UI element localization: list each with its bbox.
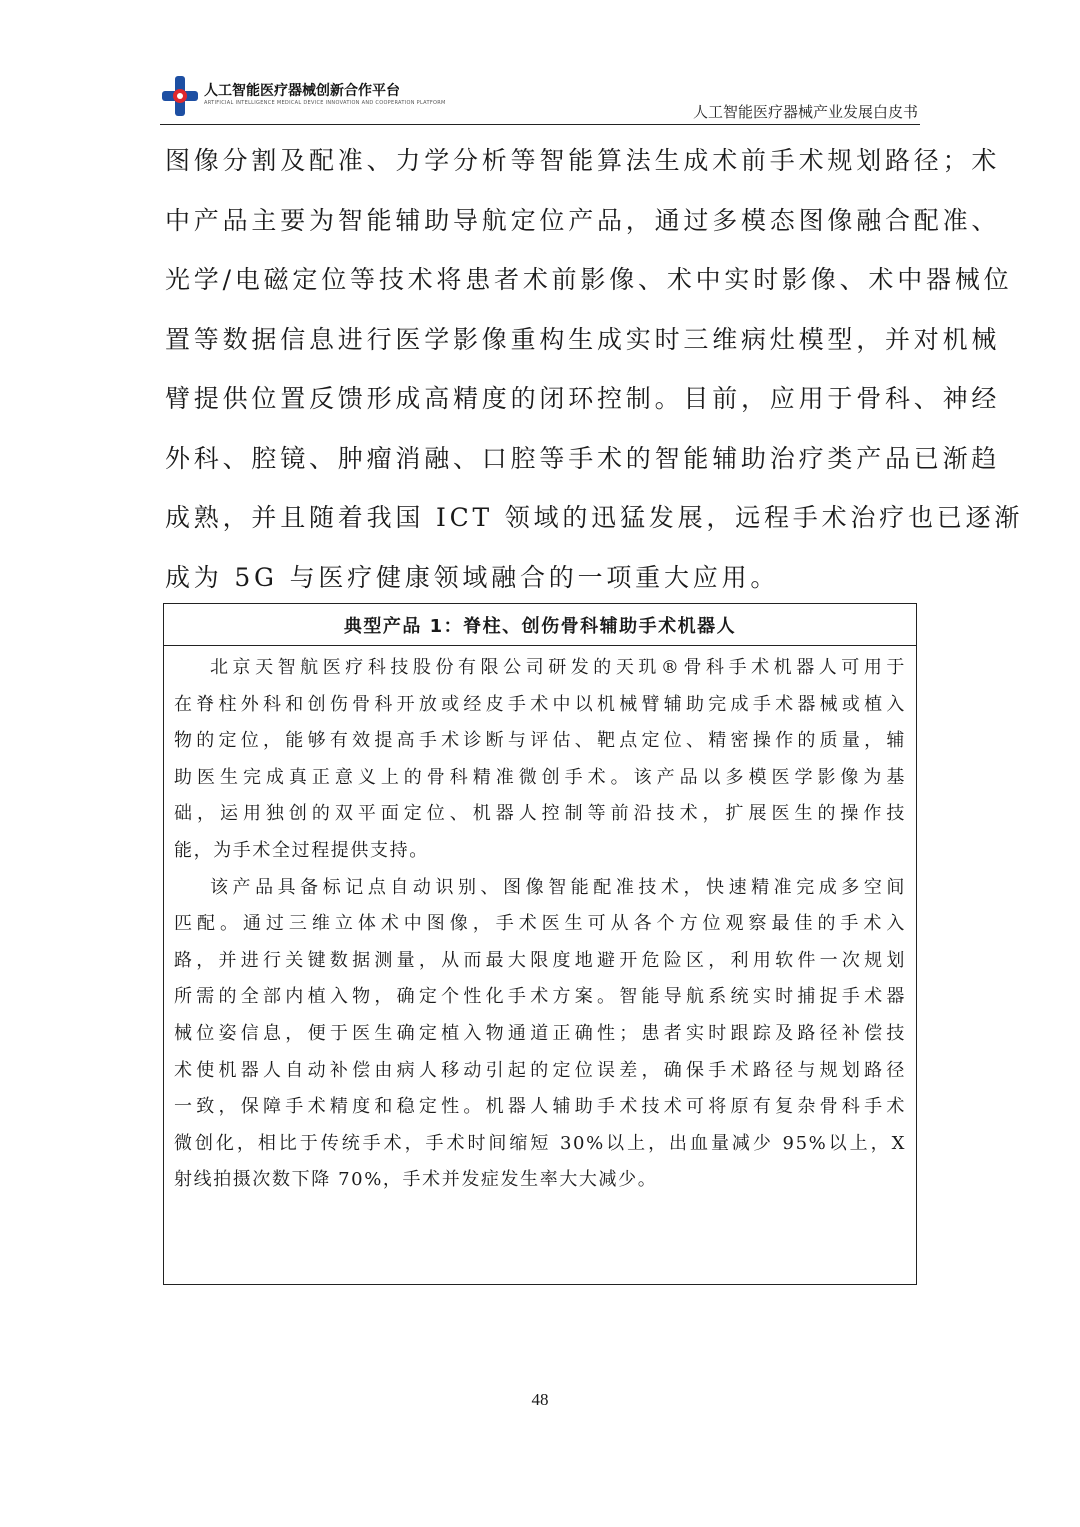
box-line: 所需的全部内植入物，确定个性化手术方案。智能导航系统实时捕捉手术器: [174, 986, 906, 1008]
box-body: [164, 646, 916, 1199]
box-line: 础，运用独创的双平面定位、机器人控制等前沿技术，扩展医生的操作技: [174, 803, 906, 825]
box-line: 能，为手术全过程提供支持。: [174, 839, 429, 861]
body-line: 成为 5G 与医疗健康领域融合的一项重大应用。: [165, 562, 780, 592]
body-line: 外科、腔镜、肿瘤消融、口腔等手术的智能辅助治疗类产品已渐趋: [165, 443, 1001, 473]
body-line: 臂提供位置反馈形成高精度的闭环控制。目前，应用于骨科、神经: [165, 384, 1001, 413]
box-line: 北京天智航医疗科技股份有限公司研发的天玑®骨科手术机器人可用于: [210, 657, 906, 678]
box-line: 一致，保障手术精度和稳定性。机器人辅助手术技术可将原有复杂骨科手术: [174, 1096, 906, 1118]
page-number: 48: [531, 1390, 549, 1409]
box-line: 射线拍摄次数下降 70%，手术并发症发生率大大减少。: [174, 1169, 658, 1191]
box-line: 助医生完成真正意义上的骨科精准微创手术。该产品以多模医学影像为基: [174, 766, 906, 788]
box-line: 物的定位，能够有效提高手术诊断与评估、靶点定位、精密操作的质量，辅: [174, 730, 906, 752]
body-line: 中产品主要为智能辅助导航定位产品，通过多模态图像融合配准、: [165, 205, 1001, 235]
box-line: 术使机器人自动补偿由病人移动引起的定位误差，确保手术路径与规划路径: [174, 1059, 906, 1081]
organization-subtitle: ARTIFICIAL INTELLIGENCE MEDICAL DEVICE INNOVATION AND COOPERATION PLATFORM: [204, 100, 446, 106]
body-line: 置等数据信息进行医学影像重构生成实时三维病灶模型，并对机械: [165, 324, 1001, 354]
box-line: 械位姿信息，便于医生确定植入物通道正确性；患者实时跟踪及路径补偿技: [174, 1022, 906, 1044]
organization-name: 人工智能医疗器械创新合作平台: [204, 83, 400, 99]
body-line: 光学/电磁定位等技术将患者术前影像、术中实时影像、术中器械位: [165, 265, 1013, 294]
box-line: 路，并进行关键数据测量，从而最大限度地避开危险区，利用软件一次规划: [174, 949, 906, 971]
typical-product-box: [163, 603, 917, 1285]
box-title: 典型产品 1：脊柱、创伤骨科辅助手术机器人: [343, 615, 737, 637]
box-line: 在脊柱外科和创伤骨科开放或经皮手术中以机械臂辅助完成手术器械或植入: [174, 693, 906, 715]
body-line: 成熟，并且随着我国 ICT 领域的迅猛发展，远程手术治疗也已逐渐: [165, 503, 1024, 532]
page-header: [160, 70, 920, 126]
box-line: 微创化，相比于传统手术，手术时间缩短 30%以上，出血量减少 95%以上，X: [174, 1132, 906, 1154]
body-paragraph: [165, 138, 1024, 614]
platform-logo-icon: [160, 74, 200, 118]
box-line: 匹配。通过三维立体术中图像，手术医生可从各个方位观察最佳的手术入: [174, 913, 906, 935]
body-line: 图像分割及配准、力学分析等智能算法生成术前手术规划路径；术: [165, 146, 1001, 175]
header-divider: [160, 124, 920, 125]
box-line: 该产品具备标记点自动识别、图像智能配准技术，快速精准完成多空间: [210, 876, 906, 898]
document-title: 人工智能医疗器械产业发展白皮书: [692, 103, 918, 121]
box-title-row: [164, 604, 916, 646]
